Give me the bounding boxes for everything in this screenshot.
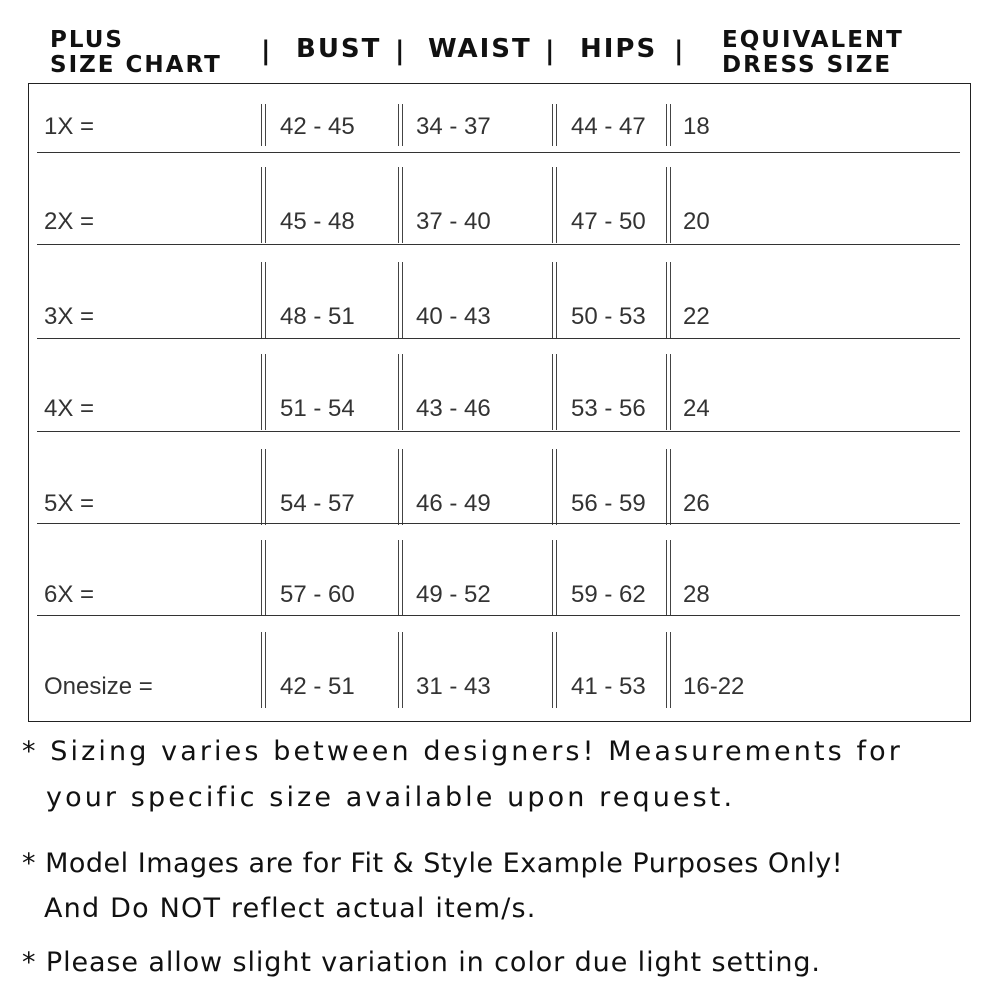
chart-title [50, 28, 222, 78]
column-divider [552, 632, 557, 708]
column-divider [666, 262, 671, 338]
header-separator: | [395, 36, 405, 66]
dress-value: 28 [683, 581, 710, 608]
dress-value: 20 [683, 208, 710, 235]
column-divider [398, 262, 403, 338]
size-label: 2X = [44, 208, 95, 235]
waist-value: 31 - 43 [416, 673, 491, 700]
header-hips: HIPS [580, 34, 658, 64]
hips-value: 41 - 53 [571, 673, 646, 700]
bust-value: 48 - 51 [280, 303, 355, 330]
bust-value: 51 - 54 [280, 395, 355, 422]
header-equivalent-dress-size [722, 28, 904, 78]
column-divider [552, 262, 557, 338]
dress-value: 16-22 [683, 673, 745, 700]
size-row [29, 167, 970, 249]
size-row [29, 449, 970, 531]
column-divider [552, 449, 557, 525]
column-divider [398, 104, 403, 146]
column-divider [552, 540, 557, 616]
column-divider [398, 354, 403, 430]
column-divider [666, 632, 671, 708]
header-separator: | [545, 36, 555, 66]
size-label: 6X = [44, 581, 95, 608]
dress-value: 24 [683, 395, 710, 422]
column-divider [666, 167, 671, 243]
chart-title-line1: PLUS [50, 27, 124, 53]
size-label: 1X = [44, 113, 95, 140]
waist-value: 49 - 52 [416, 581, 491, 608]
hips-value: 50 - 53 [571, 303, 646, 330]
note-sizing-line1: * Sizing varies between designers! Measurements for [22, 736, 903, 767]
size-row [29, 98, 970, 154]
size-row [29, 540, 970, 622]
column-divider [261, 104, 266, 146]
row-divider [37, 523, 960, 524]
bust-value: 42 - 51 [280, 673, 355, 700]
waist-value: 43 - 46 [416, 395, 491, 422]
row-divider [37, 338, 960, 339]
header-equiv-line1: EQUIVALENT [722, 27, 904, 53]
column-divider [261, 262, 266, 338]
chart-title-line2: SIZE CHART [50, 52, 222, 78]
hips-value: 59 - 62 [571, 581, 646, 608]
size-table [28, 83, 971, 722]
column-divider [552, 354, 557, 430]
row-divider [37, 615, 960, 616]
row-divider [37, 152, 960, 153]
bust-value: 54 - 57 [280, 490, 355, 517]
size-label: 5X = [44, 490, 95, 517]
waist-value: 34 - 37 [416, 113, 491, 140]
hips-value: 53 - 56 [571, 395, 646, 422]
header-equiv-line2: DRESS SIZE [722, 52, 893, 78]
waist-value: 40 - 43 [416, 303, 491, 330]
dress-value: 18 [683, 113, 710, 140]
column-divider [398, 449, 403, 525]
size-label: Onesize = [44, 673, 153, 700]
column-divider [261, 540, 266, 616]
note-color-variation: * Please allow slight variation in color due light setting. [22, 947, 821, 978]
column-divider [398, 167, 403, 243]
waist-value: 37 - 40 [416, 208, 491, 235]
row-divider [37, 244, 960, 245]
waist-value: 46 - 49 [416, 490, 491, 517]
column-divider [398, 632, 403, 708]
hips-value: 47 - 50 [571, 208, 646, 235]
column-divider [261, 167, 266, 243]
size-row [29, 632, 970, 714]
column-divider [666, 354, 671, 430]
size-label: 4X = [44, 395, 95, 422]
column-divider [261, 632, 266, 708]
column-divider [261, 354, 266, 430]
bust-value: 57 - 60 [280, 581, 355, 608]
note-sizing-line2: your specific size available upon request. [46, 782, 736, 813]
header-bust: BUST [296, 34, 382, 64]
column-divider [552, 104, 557, 146]
column-divider [261, 449, 266, 525]
note-model-images-line2: And Do NOT reflect actual item/s. [44, 893, 537, 924]
row-divider [37, 431, 960, 432]
size-chart-header [0, 28, 1000, 82]
note-model-images-line1: * Model Images are for Fit & Style Example Purposes Only! [22, 848, 844, 879]
size-row [29, 354, 970, 436]
size-row [29, 262, 970, 344]
header-separator: | [674, 36, 684, 66]
bust-value: 45 - 48 [280, 208, 355, 235]
column-divider [398, 540, 403, 616]
bust-value: 42 - 45 [280, 113, 355, 140]
header-separator: | [261, 36, 271, 66]
column-divider [552, 167, 557, 243]
hips-value: 44 - 47 [571, 113, 646, 140]
column-divider [666, 104, 671, 146]
dress-value: 22 [683, 303, 710, 330]
header-waist: WAIST [428, 34, 532, 64]
hips-value: 56 - 59 [571, 490, 646, 517]
size-label: 3X = [44, 303, 95, 330]
column-divider [666, 449, 671, 525]
column-divider [666, 540, 671, 616]
dress-value: 26 [683, 490, 710, 517]
